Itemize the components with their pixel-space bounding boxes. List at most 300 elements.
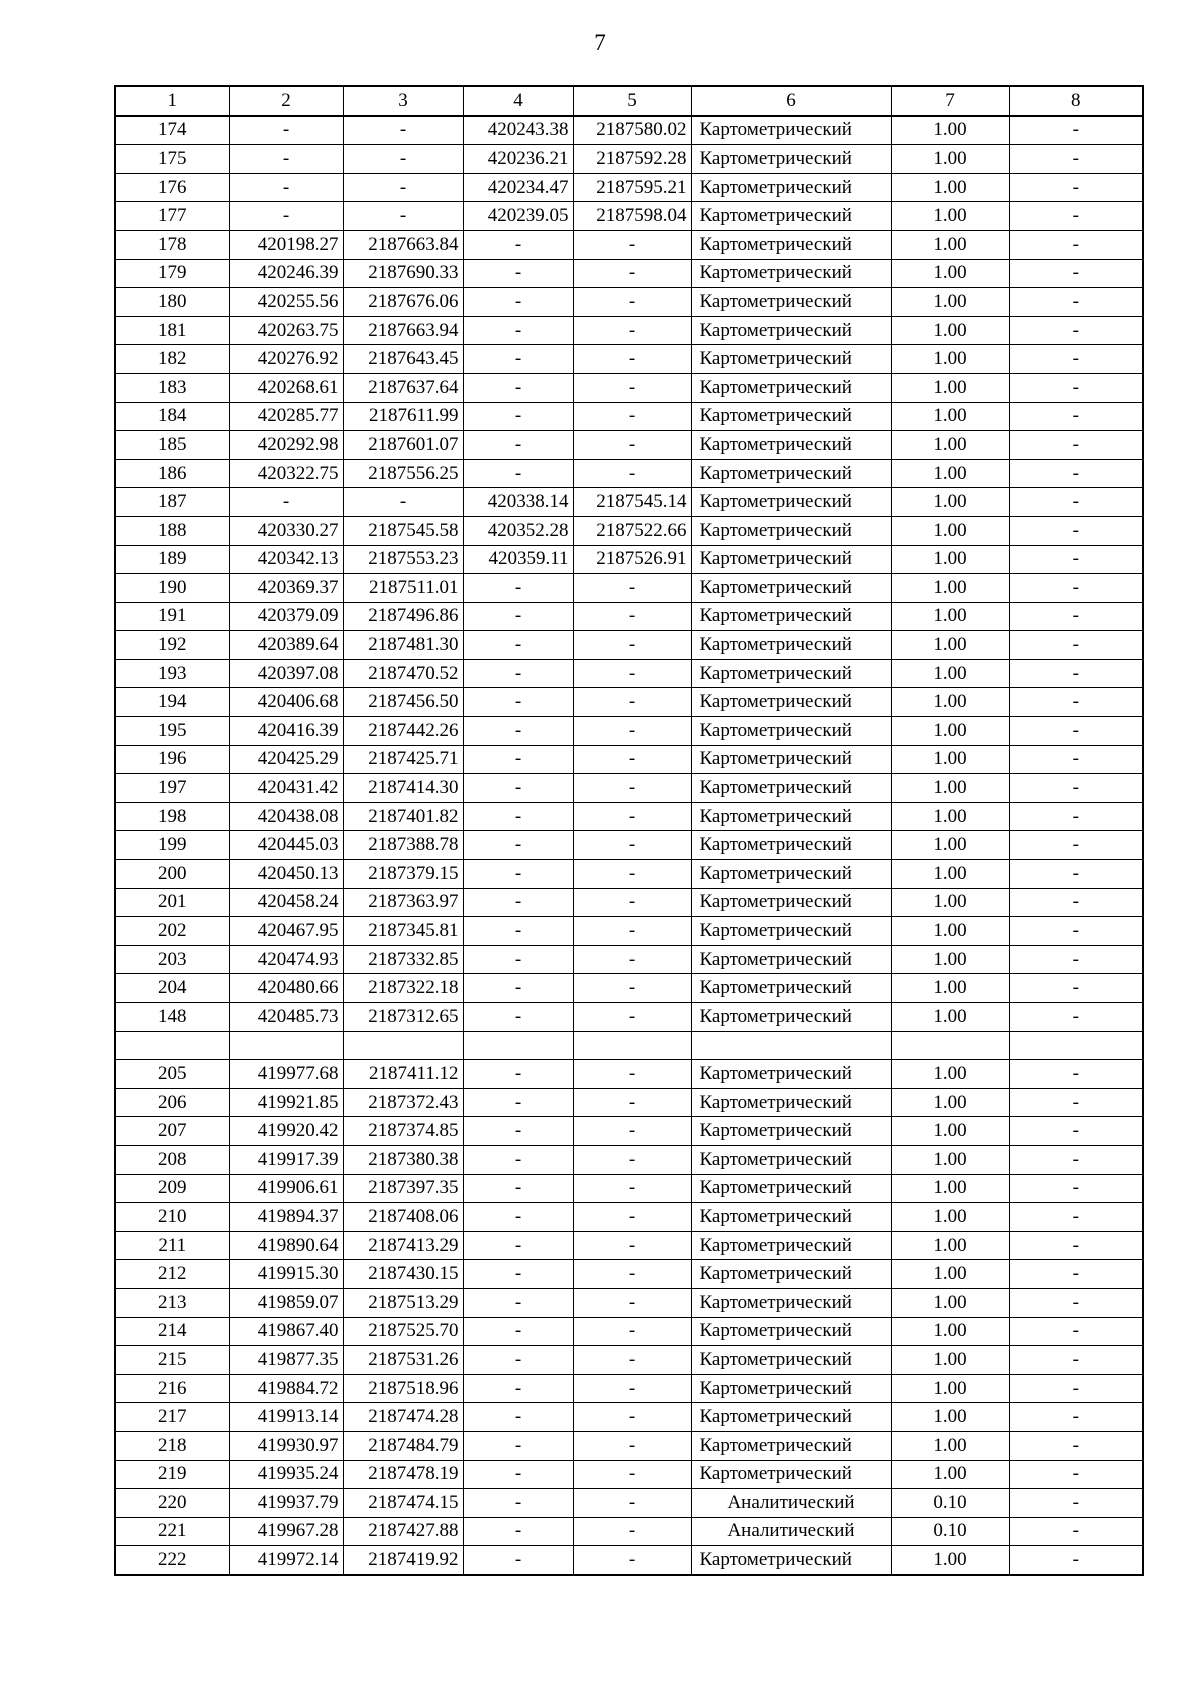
table-cell-col-3: - [343, 173, 463, 202]
table-cell-col-2: 420474.93 [229, 945, 343, 974]
table-cell-col-5: - [573, 1403, 691, 1432]
table-row [115, 574, 1143, 603]
table-cell-col-1: 221 [115, 1517, 229, 1546]
table-cell-col-5: - [573, 1231, 691, 1260]
table-cell-col-4: - [463, 917, 573, 946]
table-cell-col-4: - [463, 888, 573, 917]
table-cell-col-7: 1.00 [891, 373, 1009, 402]
table-cell-col-1: 211 [115, 1231, 229, 1260]
table-cell-col-2: 420458.24 [229, 888, 343, 917]
table-cell-col-7: 1.00 [891, 516, 1009, 545]
table-cell-col-2: 420263.75 [229, 316, 343, 345]
table-cell-col-5: - [573, 1317, 691, 1346]
table-row [115, 230, 1143, 259]
table-row [115, 202, 1143, 231]
table-cell-col-3: 2187474.28 [343, 1403, 463, 1432]
table-cell-col-7: 1.00 [891, 173, 1009, 202]
table-cell-col-2: 419906.61 [229, 1174, 343, 1203]
table-row [115, 974, 1143, 1003]
table-cell-col-6: Картометрический [691, 545, 891, 574]
table-row [115, 1317, 1143, 1346]
table-cell-col-1: 194 [115, 688, 229, 717]
table-cell-col-6: Картометрический [691, 173, 891, 202]
table-cell-col-8: - [1009, 945, 1143, 974]
table-cell-col-6: Картометрический [691, 1203, 891, 1232]
column-header-7: 7 [891, 86, 1009, 116]
table-cell-col-8: - [1009, 1546, 1143, 1575]
table-cell-col-2: 420438.08 [229, 802, 343, 831]
table-cell-col-4: - [463, 1003, 573, 1032]
table-cell-col-7: 1.00 [891, 1431, 1009, 1460]
table-cell-col-7: 0.10 [891, 1489, 1009, 1518]
table-cell-col-8: - [1009, 1088, 1143, 1117]
table-cell-col-4: - [463, 860, 573, 889]
table-cell-col-6: Картометрический [691, 774, 891, 803]
table-cell-col-3: 2187374.85 [343, 1117, 463, 1146]
table-row [115, 488, 1143, 517]
table-cell-col-1: 192 [115, 631, 229, 660]
table-cell-col-5 [573, 1031, 691, 1060]
table-cell-col-5: 2187522.66 [573, 516, 691, 545]
table-cell-col-6: Картометрический [691, 373, 891, 402]
table-cell-col-2: 419890.64 [229, 1231, 343, 1260]
table-cell-col-5: - [573, 1174, 691, 1203]
table-cell-col-6: Картометрический [691, 1174, 891, 1203]
table-cell-col-3: 2187332.85 [343, 945, 463, 974]
table-cell-col-4: - [463, 1431, 573, 1460]
table-cell-col-6: Картометрический [691, 1431, 891, 1460]
table-cell-col-3: 2187511.01 [343, 574, 463, 603]
table-cell-col-1: 210 [115, 1203, 229, 1232]
table-cell-col-8: - [1009, 860, 1143, 889]
table-cell-col-5: - [573, 802, 691, 831]
table-cell-col-5: - [573, 1288, 691, 1317]
table-cell-col-3: 2187481.30 [343, 631, 463, 660]
table-cell-col-1: 200 [115, 860, 229, 889]
table-cell-col-4: - [463, 345, 573, 374]
table-cell-col-1: 203 [115, 945, 229, 974]
table-cell-col-7: 1.00 [891, 202, 1009, 231]
table-cell-col-7: 1.00 [891, 860, 1009, 889]
table-cell-col-5: - [573, 974, 691, 1003]
table-cell-col-1: 219 [115, 1460, 229, 1489]
table-cell-col-3: 2187456.50 [343, 688, 463, 717]
table-cell-col-6: Картометрический [691, 659, 891, 688]
table-cell-col-5: - [573, 888, 691, 917]
table-row [115, 1031, 1143, 1060]
table-cell-col-3: 2187513.29 [343, 1288, 463, 1317]
table-row [115, 1088, 1143, 1117]
table-row [115, 1060, 1143, 1089]
table-cell-col-7: 1.00 [891, 574, 1009, 603]
table-row [115, 516, 1143, 545]
page-number: 7 [594, 30, 606, 55]
column-header-4: 4 [463, 86, 573, 116]
table-cell-col-7: 1.00 [891, 1260, 1009, 1289]
table-cell-col-7: 1.00 [891, 1346, 1009, 1375]
table-row [115, 431, 1143, 460]
table-cell-col-6: Картометрический [691, 745, 891, 774]
table-cell-col-6: Картометрический [691, 974, 891, 1003]
table-cell-col-5: - [573, 659, 691, 688]
table-cell-col-2: - [229, 173, 343, 202]
table-row [115, 316, 1143, 345]
table-cell-col-8: - [1009, 402, 1143, 431]
table-row [115, 745, 1143, 774]
table-cell-col-4: - [463, 602, 573, 631]
table-cell-col-2: 420389.64 [229, 631, 343, 660]
table-cell-col-1: 208 [115, 1145, 229, 1174]
table-row [115, 1288, 1143, 1317]
table-header-row [115, 86, 1143, 116]
table-cell-col-6: Картометрический [691, 202, 891, 231]
table-cell-col-7 [891, 1031, 1009, 1060]
table-cell-col-2: 420285.77 [229, 402, 343, 431]
table-cell-col-8: - [1009, 259, 1143, 288]
table-cell-col-3: 2187322.18 [343, 974, 463, 1003]
table-row [115, 1003, 1143, 1032]
table-row [115, 1489, 1143, 1518]
table-cell-col-5: - [573, 1145, 691, 1174]
table-cell-col-4: - [463, 288, 573, 317]
table-cell-col-6: Картометрический [691, 1260, 891, 1289]
table-cell-col-2: 420467.95 [229, 917, 343, 946]
table-cell-col-7: 1.00 [891, 917, 1009, 946]
table-cell-col-5: - [573, 945, 691, 974]
table-cell-col-1: 182 [115, 345, 229, 374]
table-cell-col-3: 2187553.23 [343, 545, 463, 574]
table-cell-col-7: 0.10 [891, 1517, 1009, 1546]
table-cell-col-8: - [1009, 1374, 1143, 1403]
table-cell-col-3: 2187388.78 [343, 831, 463, 860]
table-cell-col-3: 2187372.43 [343, 1088, 463, 1117]
table-cell-col-6: Картометрический [691, 1060, 891, 1089]
table-cell-col-8: - [1009, 1517, 1143, 1546]
table-cell-col-3: 2187643.45 [343, 345, 463, 374]
table-cell-col-6: Картометрический [691, 1546, 891, 1575]
table-row [115, 945, 1143, 974]
table-cell-col-1: 187 [115, 488, 229, 517]
table-cell-col-8: - [1009, 1403, 1143, 1432]
table-cell-col-8: - [1009, 431, 1143, 460]
table-cell-col-8: - [1009, 1145, 1143, 1174]
table-row [115, 1374, 1143, 1403]
table-row [115, 1174, 1143, 1203]
table-cell-col-2: 419967.28 [229, 1517, 343, 1546]
table-cell-col-3: 2187411.12 [343, 1060, 463, 1089]
table-cell-col-5: 2187595.21 [573, 173, 691, 202]
table-cell-col-6: Картометрический [691, 1288, 891, 1317]
table-cell-col-2: 419937.79 [229, 1489, 343, 1518]
table-row [115, 688, 1143, 717]
table-cell-col-8: - [1009, 173, 1143, 202]
table-cell-col-5: - [573, 459, 691, 488]
table-cell-col-8: - [1009, 831, 1143, 860]
table-cell-col-6: Картометрический [691, 459, 891, 488]
table-cell-col-7: 1.00 [891, 802, 1009, 831]
table-cell-col-4: - [463, 1374, 573, 1403]
table-cell-col-6: Картометрический [691, 1403, 891, 1432]
table-cell-col-8: - [1009, 288, 1143, 317]
table-row [115, 602, 1143, 631]
table-cell-col-5: - [573, 717, 691, 746]
table-cell-col-1: 209 [115, 1174, 229, 1203]
table-cell-col-7: 1.00 [891, 345, 1009, 374]
table-row [115, 1231, 1143, 1260]
table-cell-col-4: - [463, 1231, 573, 1260]
table-cell-col-1: 181 [115, 316, 229, 345]
table-cell-col-6: Картометрический [691, 717, 891, 746]
table-row [115, 1517, 1143, 1546]
table-cell-col-1: 197 [115, 774, 229, 803]
table-cell-col-7: 1.00 [891, 1145, 1009, 1174]
table-cell-col-8: - [1009, 545, 1143, 574]
table-cell-col-4: - [463, 459, 573, 488]
table-row [115, 860, 1143, 889]
table-cell-col-2: 420406.68 [229, 688, 343, 717]
table-cell-col-8: - [1009, 1346, 1143, 1375]
table-cell-col-8: - [1009, 1460, 1143, 1489]
table-cell-col-3: 2187470.52 [343, 659, 463, 688]
table-cell-col-3: 2187414.30 [343, 774, 463, 803]
table-cell-col-2: 420416.39 [229, 717, 343, 746]
table-cell-col-1: 214 [115, 1317, 229, 1346]
table-cell-col-4: 420239.05 [463, 202, 573, 231]
table-cell-col-4: - [463, 631, 573, 660]
table-cell-col-1: 178 [115, 230, 229, 259]
table-cell-col-7: 1.00 [891, 745, 1009, 774]
table-cell-col-7: 1.00 [891, 1088, 1009, 1117]
table-cell-col-4: - [463, 1060, 573, 1089]
table-cell-col-5: - [573, 831, 691, 860]
table-cell-col-5: 2187545.14 [573, 488, 691, 517]
table-cell-col-6 [691, 1031, 891, 1060]
table-cell-col-6: Картометрический [691, 431, 891, 460]
table-cell-col-4: 420243.38 [463, 116, 573, 145]
table-cell-col-2: 420431.42 [229, 774, 343, 803]
table-cell-col-7: 1.00 [891, 1288, 1009, 1317]
table-cell-col-3: 2187496.86 [343, 602, 463, 631]
table-cell-col-7: 1.00 [891, 230, 1009, 259]
table-cell-col-3: 2187531.26 [343, 1346, 463, 1375]
table-cell-col-7: 1.00 [891, 974, 1009, 1003]
table-cell-col-2: 420330.27 [229, 516, 343, 545]
table-cell-col-7: 1.00 [891, 316, 1009, 345]
table-cell-col-2: 420369.37 [229, 574, 343, 603]
table-cell-col-6: Аналитический [691, 1489, 891, 1518]
table-cell-col-4: - [463, 431, 573, 460]
table-cell-col-1: 186 [115, 459, 229, 488]
table-cell-col-6: Картометрический [691, 259, 891, 288]
table-cell-col-7: 1.00 [891, 1060, 1009, 1089]
table-cell-col-6: Картометрический [691, 488, 891, 517]
table-cell-col-4: - [463, 1145, 573, 1174]
table-cell-col-5: - [573, 431, 691, 460]
table-cell-col-7: 1.00 [891, 116, 1009, 145]
table-cell-col-6: Картометрический [691, 1117, 891, 1146]
table-cell-col-7: 1.00 [891, 831, 1009, 860]
table-cell-col-7: 1.00 [891, 631, 1009, 660]
table-cell-col-2: 419977.68 [229, 1060, 343, 1089]
table-cell-col-2: 420246.39 [229, 259, 343, 288]
table-cell-col-6: Картометрический [691, 860, 891, 889]
table-cell-col-7: 1.00 [891, 1203, 1009, 1232]
table-cell-col-4: - [463, 1260, 573, 1289]
table-cell-col-8: - [1009, 802, 1143, 831]
table-cell-col-4 [463, 1031, 573, 1060]
column-header-8: 8 [1009, 86, 1143, 116]
table-cell-col-4: - [463, 373, 573, 402]
table-cell-col-5: 2187598.04 [573, 202, 691, 231]
table-cell-col-5: - [573, 1460, 691, 1489]
table-cell-col-3: 2187442.26 [343, 717, 463, 746]
table-cell-col-8: - [1009, 1489, 1143, 1518]
table-cell-col-5: - [573, 1374, 691, 1403]
table-cell-col-1: 185 [115, 431, 229, 460]
table-row [115, 888, 1143, 917]
table-cell-col-6: Картометрический [691, 917, 891, 946]
table-cell-col-2: 419894.37 [229, 1203, 343, 1232]
table-cell-col-7: 1.00 [891, 145, 1009, 174]
table-cell-col-7: 1.00 [891, 459, 1009, 488]
table-cell-col-8: - [1009, 373, 1143, 402]
table-row [115, 802, 1143, 831]
table-cell-col-8: - [1009, 1060, 1143, 1089]
table-cell-col-1: 204 [115, 974, 229, 1003]
table-cell-col-5: - [573, 631, 691, 660]
table-cell-col-1: 189 [115, 545, 229, 574]
table-cell-col-8: - [1009, 145, 1143, 174]
table-cell-col-1: 196 [115, 745, 229, 774]
table-cell-col-6: Картометрический [691, 688, 891, 717]
table-cell-col-3: 2187663.84 [343, 230, 463, 259]
table-row [115, 1203, 1143, 1232]
table-cell-col-5: - [573, 1346, 691, 1375]
table-cell-col-2: 420276.92 [229, 345, 343, 374]
table-cell-col-3: 2187401.82 [343, 802, 463, 831]
table-cell-col-4: - [463, 831, 573, 860]
table-cell-col-1: 193 [115, 659, 229, 688]
table-cell-col-2: 419930.97 [229, 1431, 343, 1460]
table-cell-col-4: - [463, 1174, 573, 1203]
table-cell-col-1: 201 [115, 888, 229, 917]
table-cell-col-5: - [573, 745, 691, 774]
table-cell-col-4: - [463, 402, 573, 431]
table-cell-col-4: - [463, 745, 573, 774]
table-cell-col-5: - [573, 1517, 691, 1546]
table-cell-col-2: 419920.42 [229, 1117, 343, 1146]
table-cell-col-2: 420198.27 [229, 230, 343, 259]
table-cell-col-8: - [1009, 1203, 1143, 1232]
table-row [115, 288, 1143, 317]
table-cell-col-3: 2187413.29 [343, 1231, 463, 1260]
table-cell-col-2: 419921.85 [229, 1088, 343, 1117]
table-cell-col-1: 195 [115, 717, 229, 746]
table-cell-col-5: - [573, 316, 691, 345]
table-cell-col-5: - [573, 230, 691, 259]
table-row [115, 1431, 1143, 1460]
table-cell-col-5: - [573, 602, 691, 631]
table-body [115, 116, 1143, 1575]
table-cell-col-1: 213 [115, 1288, 229, 1317]
table-cell-col-5: - [573, 774, 691, 803]
table-cell-col-1: 206 [115, 1088, 229, 1117]
table-cell-col-8: - [1009, 602, 1143, 631]
table-cell-col-8: - [1009, 1288, 1143, 1317]
table-cell-col-2: 420292.98 [229, 431, 343, 460]
table-row [115, 774, 1143, 803]
table-cell-col-3: 2187518.96 [343, 1374, 463, 1403]
table-cell-col-4: 420234.47 [463, 173, 573, 202]
table-cell-col-3: 2187663.94 [343, 316, 463, 345]
table-cell-col-5: - [573, 574, 691, 603]
table-cell-col-1: 191 [115, 602, 229, 631]
table-cell-col-7: 1.00 [891, 288, 1009, 317]
table-cell-col-3: 2187611.99 [343, 402, 463, 431]
table-cell-col-2: 420397.08 [229, 659, 343, 688]
table-cell-col-1: 202 [115, 917, 229, 946]
table-cell-col-3: 2187363.97 [343, 888, 463, 917]
table-cell-col-6: Картометрический [691, 288, 891, 317]
table-row [115, 631, 1143, 660]
table-cell-col-2: 420445.03 [229, 831, 343, 860]
table-cell-col-2: 419917.39 [229, 1145, 343, 1174]
table-cell-col-3: - [343, 488, 463, 517]
table-cell-col-8: - [1009, 116, 1143, 145]
table-cell-col-3: - [343, 202, 463, 231]
table-cell-col-4: 420352.28 [463, 516, 573, 545]
table-cell-col-5: - [573, 1203, 691, 1232]
table-row [115, 1117, 1143, 1146]
table-row [115, 373, 1143, 402]
table-cell-col-3: 2187474.15 [343, 1489, 463, 1518]
table-cell-col-2: 419972.14 [229, 1546, 343, 1575]
table-cell-col-8: - [1009, 888, 1143, 917]
table-cell-col-6: Аналитический [691, 1517, 891, 1546]
coordinates-table [114, 85, 1144, 1576]
table-cell-col-6: Картометрический [691, 1231, 891, 1260]
table-cell-col-4: - [463, 1489, 573, 1518]
table-cell-col-6: Картометрический [691, 631, 891, 660]
table-cell-col-1: 220 [115, 1489, 229, 1518]
table-cell-col-4: - [463, 1117, 573, 1146]
table-cell-col-8: - [1009, 774, 1143, 803]
table-cell-col-5: - [573, 1546, 691, 1575]
table-cell-col-7: 1.00 [891, 717, 1009, 746]
table-cell-col-3: 2187545.58 [343, 516, 463, 545]
table-row [115, 402, 1143, 431]
table-cell-col-4: - [463, 574, 573, 603]
table-cell-col-5: - [573, 288, 691, 317]
table-cell-col-7: 1.00 [891, 774, 1009, 803]
column-header-3: 3 [343, 86, 463, 116]
table-row [115, 145, 1143, 174]
table-row [115, 173, 1143, 202]
table-cell-col-6: Картометрический [691, 945, 891, 974]
table-cell-col-6: Картометрический [691, 230, 891, 259]
table-cell-col-7: 1.00 [891, 545, 1009, 574]
table-cell-col-8: - [1009, 631, 1143, 660]
table-cell-col-4: - [463, 230, 573, 259]
table-cell-col-1 [115, 1031, 229, 1060]
table-cell-col-8: - [1009, 345, 1143, 374]
table-cell-col-2: 419935.24 [229, 1460, 343, 1489]
table-cell-col-6: Картометрический [691, 831, 891, 860]
table-cell-col-2: 420255.56 [229, 288, 343, 317]
table-cell-col-1: 180 [115, 288, 229, 317]
table-cell-col-8: - [1009, 745, 1143, 774]
table-cell-col-2: 419877.35 [229, 1346, 343, 1375]
